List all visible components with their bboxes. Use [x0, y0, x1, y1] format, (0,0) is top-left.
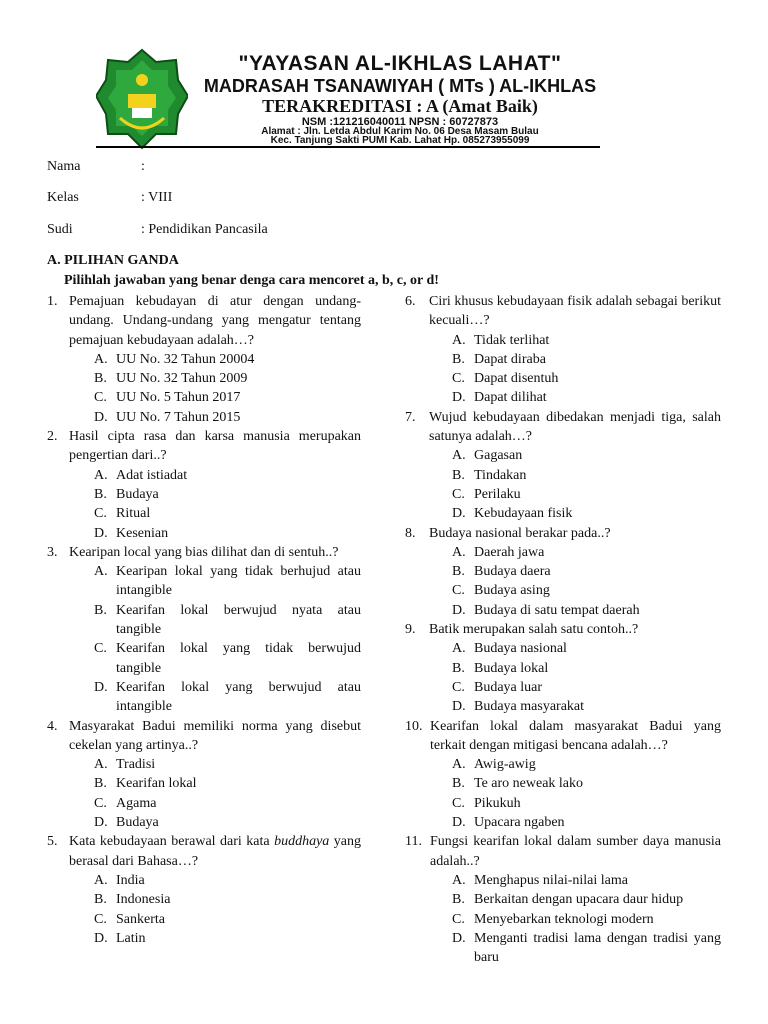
option-d[interactable]: [94, 408, 361, 427]
questions-column-right: [405, 292, 721, 967]
option-text: Kearifan lokal yang berwujud atau intangible: [116, 679, 361, 715]
option-text: UU No. 5 Tahun 2017: [116, 390, 241, 406]
question-number: 2.: [47, 429, 58, 445]
option-text: Pikukuh: [474, 795, 521, 811]
option-letter: C.: [452, 911, 465, 927]
option-c[interactable]: [452, 794, 721, 813]
kelas-value: : VIII: [141, 190, 173, 205]
question-text: Ciri khusus kebudayaan fisik adalah sebagai berikut kecuali…?: [429, 294, 721, 329]
option-c[interactable]: [94, 639, 361, 678]
option-letter: B.: [94, 892, 107, 908]
option-text: Budaya: [116, 486, 159, 502]
option-letter: C.: [452, 795, 465, 811]
question-text-italic: buddhaya: [274, 834, 330, 850]
option-text: Budaya: [116, 815, 159, 831]
option-d[interactable]: [94, 813, 361, 832]
question-11: [405, 832, 721, 967]
option-d[interactable]: [94, 524, 361, 543]
option-text: Gagasan: [474, 448, 523, 464]
question-6: [405, 292, 721, 408]
option-c[interactable]: [94, 388, 361, 407]
option-text: Kearifan lokal yang tidak berwujud tangible: [116, 641, 361, 676]
option-c[interactable]: [452, 910, 721, 929]
option-text: Dapat diraba: [474, 351, 546, 367]
question-text: Pemajuan kebudayan di atur dengan undang-undang. Undang-undang yang mengatur tentang pemajuan kebudayaan adalah…?: [69, 294, 361, 348]
question-number: 11.: [405, 834, 422, 850]
option-letter: C.: [94, 506, 107, 522]
question-8: [405, 524, 721, 620]
option-letter: B.: [452, 467, 465, 483]
option-text: Budaya daera: [474, 564, 551, 580]
option-letter: C.: [94, 390, 107, 406]
question-number: 4.: [47, 718, 58, 734]
option-c[interactable]: [452, 581, 721, 600]
question-number: 9.: [405, 622, 416, 638]
option-text: Agama: [116, 795, 157, 811]
question-number: 3.: [47, 544, 58, 560]
option-text: Daerah jawa: [474, 544, 545, 560]
option-letter: B.: [94, 776, 107, 792]
option-a[interactable]: [94, 871, 361, 890]
question-5: [47, 832, 361, 948]
question-number: 10.: [405, 718, 423, 734]
option-letter: D.: [452, 699, 466, 715]
question-text: Fungsi kearifan lokal dalam sumber daya manusia adalah..?: [430, 834, 721, 869]
option-list: [405, 331, 721, 408]
option-letter: D.: [452, 930, 466, 946]
option-c[interactable]: [94, 504, 361, 523]
option-d[interactable]: [452, 929, 721, 968]
option-text: Kearifan lokal berwujud nyata atau tangible: [116, 602, 361, 638]
question-number: 7.: [405, 409, 416, 425]
option-a[interactable]: [452, 871, 721, 890]
option-list: [405, 755, 721, 832]
option-text: Menghapus nilai-nilai lama: [474, 872, 628, 888]
option-b[interactable]: [452, 350, 721, 369]
option-b[interactable]: [94, 485, 361, 504]
option-text: Kebudayaan fisik: [474, 506, 573, 522]
option-a[interactable]: [94, 466, 361, 485]
question-text-part: Kata kebudayaan berawal dari kata: [69, 834, 275, 850]
option-a[interactable]: [452, 543, 721, 562]
question-text: Masyarakat Badui memiliki norma yang disebut cekelan yang artinya..?: [69, 718, 361, 753]
sudi-value: : Pendidikan Pancasila: [141, 222, 268, 237]
question-text: Batik merupakan salah satu contoh..?: [429, 622, 639, 638]
option-letter: A.: [452, 872, 466, 888]
option-letter: C.: [452, 679, 465, 695]
option-list: [47, 350, 361, 427]
option-text: Tradisi: [116, 757, 156, 773]
option-letter: C.: [452, 371, 465, 387]
option-b[interactable]: [94, 774, 361, 793]
option-text: Awig-awig: [474, 757, 536, 773]
option-c[interactable]: [452, 369, 721, 388]
letterhead: [0, 0, 768, 150]
option-list: [405, 446, 721, 523]
option-text: Budaya nasional: [474, 641, 567, 657]
option-c[interactable]: [94, 910, 361, 929]
option-letter: C.: [452, 486, 465, 502]
option-letter: B.: [94, 602, 107, 618]
option-letter: D.: [94, 815, 108, 831]
option-letter: A.: [94, 757, 108, 773]
option-b[interactable]: [94, 890, 361, 909]
question-10: [405, 717, 721, 833]
option-text: Ritual: [116, 506, 151, 522]
kelas-label: Kelas: [47, 190, 79, 205]
option-list: [405, 639, 721, 716]
option-letter: B.: [94, 486, 107, 502]
option-letter: B.: [452, 564, 465, 580]
option-list: [47, 755, 361, 832]
option-letter: B.: [452, 660, 465, 676]
option-letter: A.: [94, 872, 108, 888]
option-b[interactable]: [94, 369, 361, 388]
option-text: Menganti tradisi lama dengan tradisi yang baru: [474, 930, 721, 966]
school-ids: NSM :121216040011 NPSN : 60727873: [301, 116, 499, 128]
option-text: Berkaitan dengan upacara daur hidup: [474, 892, 684, 908]
sudi-label: Sudi: [47, 222, 73, 237]
option-c[interactable]: [452, 678, 721, 697]
school-name: MADRASAH TSANAWIYAH ( MTs ) AL-IKHLAS: [203, 76, 597, 96]
option-list: [47, 562, 361, 716]
option-d[interactable]: [452, 813, 721, 832]
question-number: 6.: [405, 294, 416, 309]
option-text: Te aro neweak lako: [474, 776, 584, 792]
option-a[interactable]: [452, 331, 721, 350]
option-list: [47, 871, 361, 948]
question-number: 5.: [47, 834, 58, 850]
option-letter: B.: [94, 371, 107, 387]
option-d[interactable]: [94, 678, 361, 717]
header-divider: [96, 146, 600, 148]
question-text: Kearipan local yang bias dilihat dan di sentuh..?: [69, 544, 339, 560]
option-text: Tidak terlihat: [474, 332, 550, 348]
option-b[interactable]: [452, 466, 721, 485]
option-text: Tindakan: [474, 467, 527, 483]
question-7: [405, 408, 721, 524]
option-letter: C.: [94, 641, 107, 657]
option-text: UU No. 32 Tahun 20004: [116, 351, 255, 367]
option-a[interactable]: [452, 639, 721, 658]
option-letter: B.: [452, 351, 465, 367]
option-text: Latin: [116, 930, 146, 946]
option-text: Kesenian: [116, 525, 169, 541]
option-list: [47, 466, 361, 543]
section-title: A. PILIHAN GANDA: [47, 253, 179, 268]
option-c[interactable]: [94, 794, 361, 813]
question-text: Budaya nasional berakar pada..?: [429, 525, 611, 541]
option-d[interactable]: [452, 504, 721, 523]
option-b[interactable]: [452, 562, 721, 581]
option-letter: A.: [94, 351, 108, 367]
option-list: [405, 871, 721, 967]
option-b[interactable]: [452, 774, 721, 793]
option-letter: D.: [452, 506, 466, 522]
question-text: Kearifan lokal dalam masyarakat Badui yang terkait dengan mitigasi bencana adalah…?: [430, 718, 721, 753]
option-letter: A.: [452, 641, 466, 657]
questions-column-left: [47, 292, 361, 948]
option-letter: C.: [94, 795, 107, 811]
option-text: UU No. 7 Tahun 2015: [116, 409, 241, 425]
accreditation: TERAKREDITASI : A (Amat Baik): [262, 96, 538, 116]
option-text: Menyebarkan teknologi modern: [474, 911, 654, 927]
question-2: [47, 427, 361, 543]
question-number: 8.: [405, 525, 416, 541]
option-letter: C.: [94, 911, 107, 927]
option-letter: A.: [452, 544, 466, 560]
option-a[interactable]: [94, 350, 361, 369]
option-text: UU No. 32 Tahun 2009: [116, 371, 248, 387]
question-number: 1.: [47, 294, 58, 309]
option-b[interactable]: [452, 659, 721, 678]
school-district: Kec. Tanjung Sakti PUMI Kab. Lahat Hp. 085273955099: [270, 135, 530, 146]
kemenag-logo-icon: [96, 48, 188, 150]
option-a[interactable]: [94, 755, 361, 774]
question-1: [47, 292, 361, 427]
option-text: Sankerta: [116, 911, 165, 927]
option-letter: D.: [452, 815, 466, 831]
option-letter: A.: [452, 757, 466, 773]
option-letter: A.: [452, 448, 466, 464]
option-text: Adat istiadat: [116, 467, 188, 483]
option-text: Perilaku: [474, 486, 521, 502]
option-text: Dapat dilihat: [474, 390, 547, 406]
option-d[interactable]: [94, 929, 361, 948]
option-letter: A.: [94, 467, 108, 483]
option-b[interactable]: [452, 890, 721, 909]
option-letter: D.: [452, 390, 466, 406]
question-text: Wujud kebudayaan dibedakan menjadi tiga, salah satunya adalah…?: [429, 409, 721, 445]
option-a[interactable]: [452, 755, 721, 774]
option-letter: D.: [94, 409, 108, 425]
option-b[interactable]: [94, 601, 361, 640]
option-letter: D.: [94, 525, 108, 541]
option-text: Budaya masyarakat: [474, 699, 585, 715]
option-list: [405, 543, 721, 620]
school-address: Alamat : Jln. Letda Abdul Karim No. 06 Desa Masam Bulau: [261, 126, 539, 137]
question-text: [69, 832, 361, 871]
option-text: Indonesia: [116, 892, 171, 908]
nama-label: Nama: [47, 159, 81, 174]
option-text: Budaya di satu tempat daerah: [474, 602, 640, 618]
option-letter: D.: [94, 679, 108, 695]
foundation-name: "YAYASAN AL-IKHLAS LAHAT": [238, 52, 562, 75]
option-d[interactable]: [452, 388, 721, 407]
option-c[interactable]: [452, 485, 721, 504]
option-letter: B.: [452, 776, 465, 792]
question-text-part: yang berasal dari Bahasa…?: [69, 834, 362, 869]
option-letter: B.: [452, 892, 465, 908]
option-text: Kearipan lokal yang tidak berhujud atau intangible: [116, 564, 361, 599]
option-text: Kearifan lokal: [116, 776, 197, 792]
option-a[interactable]: [452, 446, 721, 465]
nama-value: :: [141, 159, 145, 174]
question-3: [47, 543, 361, 717]
option-text: India: [116, 872, 145, 888]
option-text: Dapat disentuh: [474, 371, 559, 387]
option-d[interactable]: [452, 601, 721, 620]
option-letter: C.: [452, 583, 465, 599]
option-letter: A.: [94, 564, 108, 580]
option-text: Budaya lokal: [474, 660, 549, 676]
question-4: [47, 717, 361, 833]
option-letter: D.: [94, 930, 108, 946]
option-text: Budaya luar: [474, 679, 543, 695]
option-letter: D.: [452, 602, 466, 618]
question-9: [405, 620, 721, 716]
option-text: Budaya asing: [474, 583, 550, 599]
section-instruction: Pilihlah jawaban yang benar denga cara mencoret a, b, c, or d!: [64, 273, 439, 288]
question-text: Hasil cipta rasa dan karsa manusia merupakan pengertian dari..?: [69, 429, 361, 464]
option-a[interactable]: [94, 562, 361, 601]
option-letter: A.: [452, 332, 466, 348]
option-d[interactable]: [452, 697, 721, 716]
option-text: Upacara ngaben: [474, 815, 565, 831]
